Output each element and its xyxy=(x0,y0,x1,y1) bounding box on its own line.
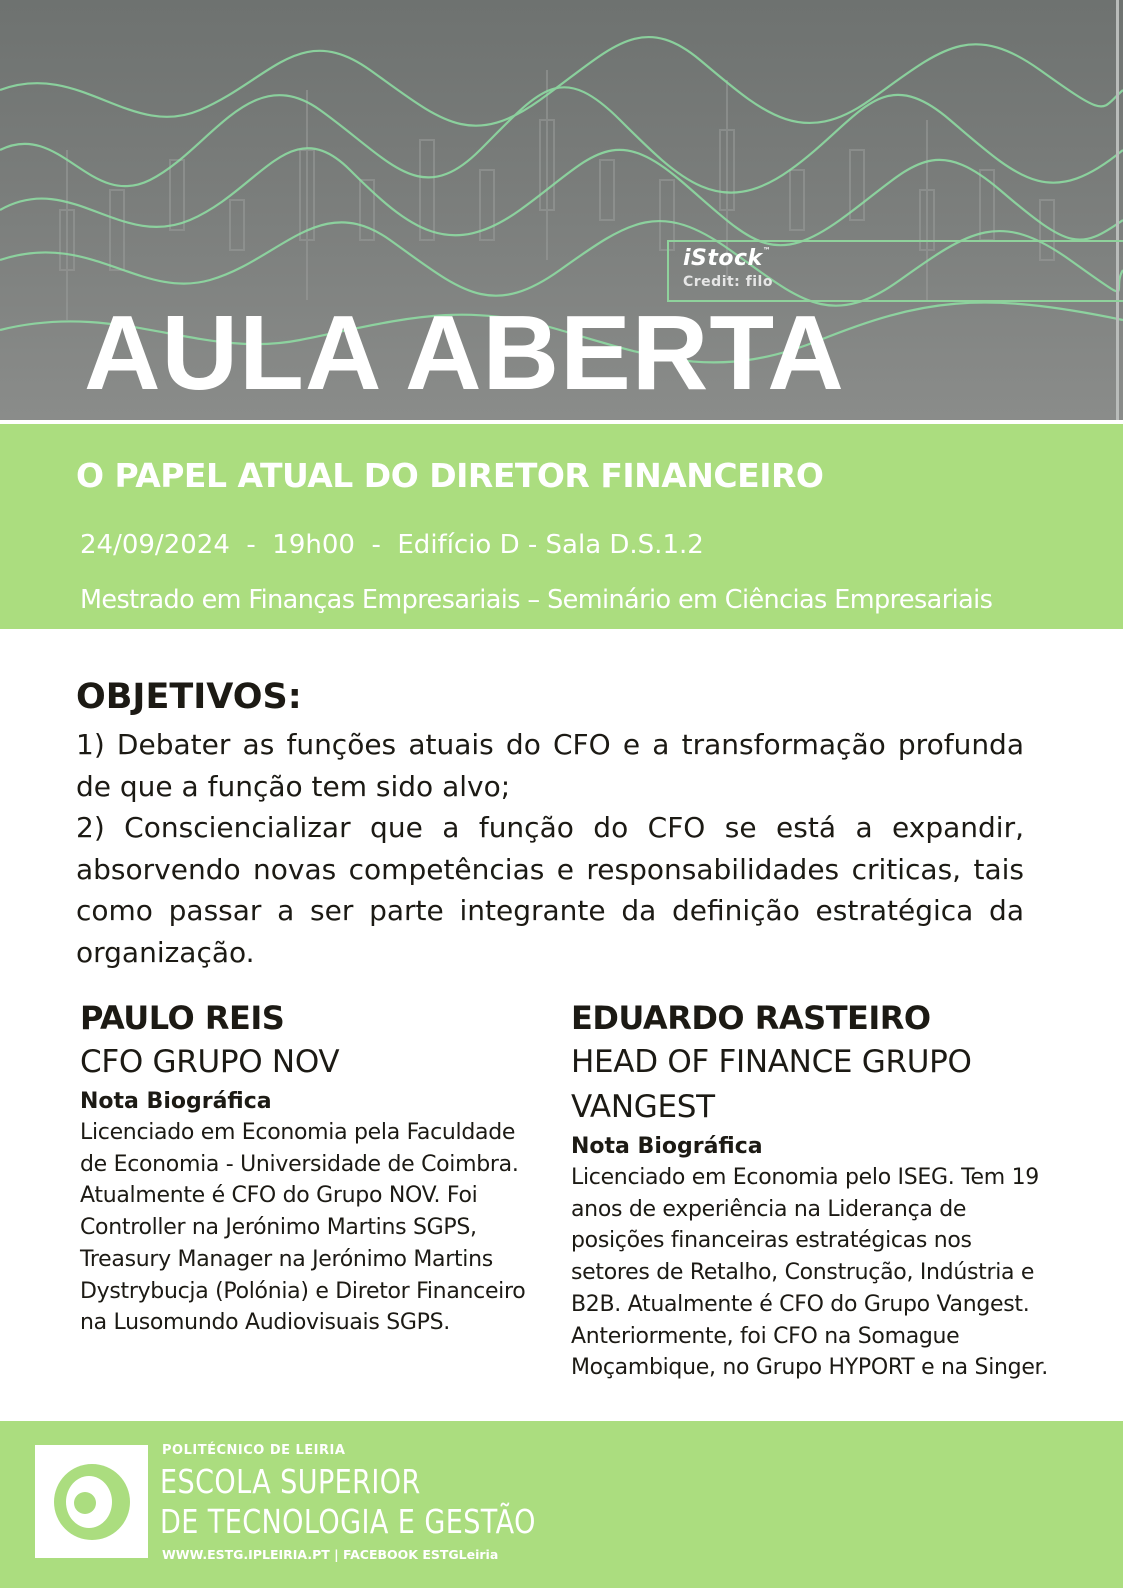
logo-eye-icon xyxy=(66,1476,112,1528)
footer-web-links[interactable]: WWW.ESTG.IPLEIRIA.PT | FACEBOOK ESTGLeiria xyxy=(162,1547,499,1562)
objective-item: 1) Debater as funções atuais do CFO e a transformação profunda de que a função tem sido alvo; xyxy=(76,728,1024,803)
stock-credit: Credit: filo xyxy=(683,274,773,290)
event-datetime-location: 24/09/2024 - 19h00 - Edifício D - Sala D.S.1.2 xyxy=(80,530,704,560)
school-name-line1: ESCOLA SUPERIOR xyxy=(160,1462,421,1501)
page-title: AULA ABERTA xyxy=(84,294,845,412)
speaker-card xyxy=(80,996,540,1339)
speaker-name: PAULO REIS xyxy=(80,999,285,1037)
speaker-card xyxy=(571,996,1051,1384)
logo-ring-icon xyxy=(54,1464,130,1540)
school-name-line2: DE TECNOLOGIA E GESTÃO xyxy=(160,1502,536,1541)
event-program: Mestrado em Finanças Empresariais – Seminário em Ciências Empresariais xyxy=(80,585,993,615)
speaker-role: HEAD OF FINANCE GRUPO VANGEST xyxy=(571,1044,972,1125)
speaker-bio-title: Nota Biográfica xyxy=(80,1089,272,1114)
hero-edge xyxy=(1116,0,1119,420)
stock-watermark: iStock™ xyxy=(683,246,772,271)
speaker-name: EDUARDO RASTEIRO xyxy=(571,999,931,1037)
objectives-list xyxy=(76,724,1024,973)
speaker-role: CFO GRUPO NOV xyxy=(80,1044,340,1080)
speaker-bio-title: Nota Biográfica xyxy=(571,1134,763,1159)
event-title: O PAPEL ATUAL DO DIRETOR FINANCEIRO xyxy=(76,456,824,495)
objective-item: 2) Consciencializar que a função do CFO se está a expandir, absorvendo novas competências e responsabilidades criticas, tais como passar a ser parte integrante da definição estratégica da organização. xyxy=(76,811,1024,969)
speaker-bio: Licenciado em Economia pelo ISEG. Tem 19 anos de experiência na Liderança de posições financeiras estratégicas nos setores de Retalho, Construção, Indústria e B2B. Atualmente é CFO do Grupo Vangest. Anteriormente, foi CFO na Somague Moçambique, no Grupo HYPORT e na Singer. xyxy=(571,1165,1048,1381)
logo-pupil-icon xyxy=(74,1492,96,1514)
speaker-bio: Licenciado em Economia pela Faculdade de Economia - Universidade de Coimbra. Atualmente é CFO do Grupo NOV. Foi Controller na Jerónimo Martins SGPS, Treasury Manager na Jerónimo Martins Dystrybucja (Polónia) e Diretor Financeiro na Lusomundo Audiovisuais SGPS. xyxy=(80,1120,526,1336)
institution-name: POLITÉCNICO DE LEIRIA xyxy=(162,1443,346,1458)
objectives-heading: OBJETIVOS: xyxy=(76,677,302,717)
school-logo xyxy=(35,1445,148,1558)
